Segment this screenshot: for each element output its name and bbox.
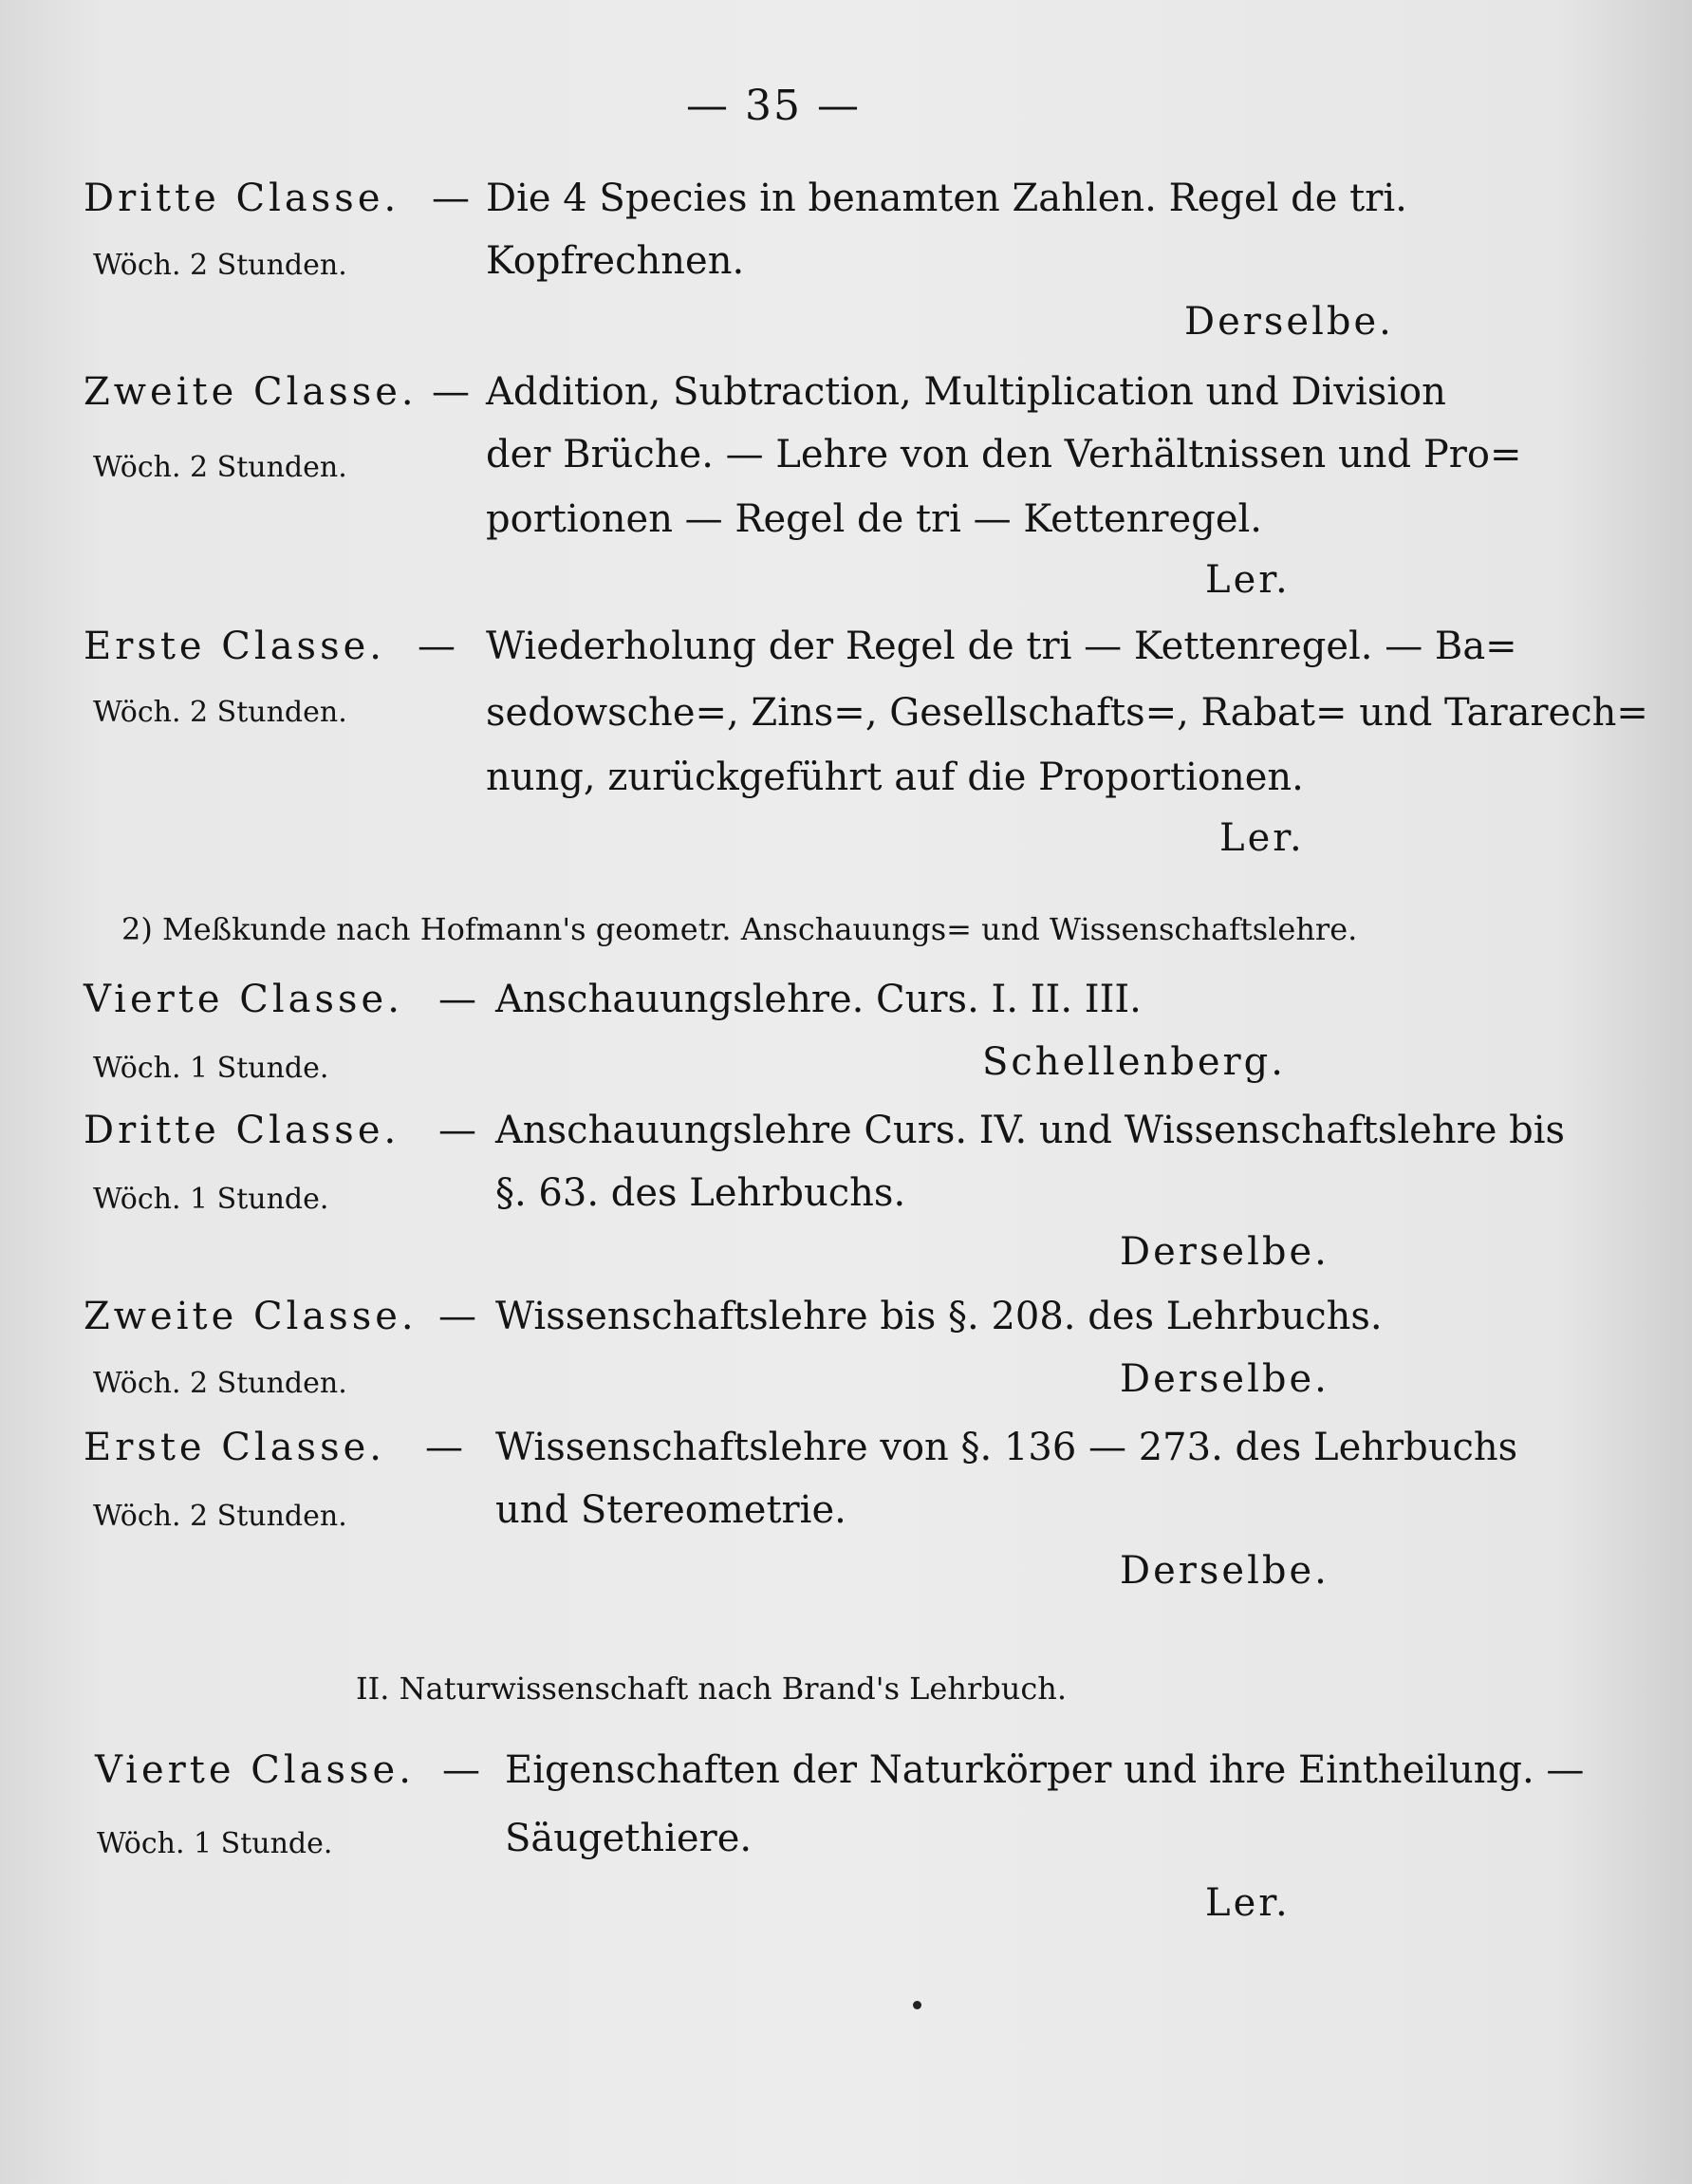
entry-erste-classe-2 [0,1426,1692,1492]
hours-label: Wöch. 2 Stunden. [93,1500,347,1533]
dash: — [438,1295,476,1338]
entry-erste-classe-1 [0,625,1692,691]
content-line: Anschauungslehre. Curs. I. II. III. [495,978,1142,1021]
teacher-name: Derselbe. [1184,300,1394,344]
content-line: sedowsche=, Zins=, Gesellschafts=, Rabat= und Tararech= [486,691,1648,735]
hours-label: Wöch. 1 Stunde. [93,1052,329,1085]
content-line: Wissenschaftslehre von §. 136 — 273. des Lehrbuchs [495,1426,1518,1469]
dash: — [442,1748,480,1792]
entry-vierte-classe-3 [0,1748,1692,1815]
dash: — [432,177,470,220]
class-name: Vierte Classe. [95,1748,415,1792]
section-heading: 2) Meßkunde nach Hofmann's geometr. Anschauungs= und Wissenschaftslehre. [121,911,1358,947]
entry-dritte-classe-1 [0,177,1692,243]
content-line: Kopfrechnen. [486,239,745,283]
dash: — [425,1426,463,1469]
teacher-name: Ler. [1219,816,1305,860]
content-line: Säugethiere. [505,1817,753,1860]
class-name: Erste Classe. [84,1426,385,1469]
class-name: Dritte Classe. [84,177,400,220]
entry-vierte-classe-2 [0,978,1692,1044]
content-line: nung, zurückgeführt auf die Proportionen. [486,756,1304,799]
dash: — [432,370,470,414]
dash: — [438,978,476,1021]
entry-zweite-classe-1 [0,370,1692,437]
content-line: Die 4 Species in benamten Zahlen. Regel de tri. [486,177,1407,220]
content-line: und Stereometrie. [495,1488,846,1532]
dash: — [418,625,456,668]
content-line: Wiederholung der Regel de tri — Kettenregel. — Ba= [486,625,1517,668]
teacher-name: Ler. [1205,558,1291,602]
entry-zweite-classe-2 [0,1295,1692,1361]
hours-label: Wöch. 1 Stunde. [97,1827,333,1860]
teacher-name: Derselbe. [1120,1549,1329,1593]
teacher-name: Schellenberg. [982,1040,1286,1084]
teacher-name: Derselbe. [1120,1230,1329,1274]
class-name: Zweite Classe. [84,1295,418,1338]
content-line: der Brüche. — Lehre von den Verhältnissen und Pro= [486,433,1522,476]
teacher-name: Derselbe. [1120,1357,1329,1401]
class-name: Vierte Classe. [84,978,403,1021]
page-number: — 35 — [686,82,861,130]
class-name: Dritte Classe. [84,1109,400,1152]
entry-dritte-classe-2 [0,1109,1692,1175]
content-line: §. 63. des Lehrbuchs. [495,1171,906,1215]
dash: — [438,1109,476,1152]
class-name: Erste Classe. [84,625,385,668]
class-name: Zweite Classe. [84,370,418,414]
content-line: Anschauungslehre Curs. IV. und Wissenschaftslehre bis [495,1109,1566,1152]
section-heading: II. Naturwissenschaft nach Brand's Lehrbuch. [356,1671,1068,1707]
hours-label: Wöch. 2 Stunden. [93,249,347,282]
content-line: Addition, Subtraction, Multiplication und Division [486,370,1446,414]
hours-label: Wöch. 1 Stunde. [93,1183,329,1216]
hours-label: Wöch. 2 Stunden. [93,451,347,484]
ink-dot [913,2001,921,2009]
hours-label: Wöch. 2 Stunden. [93,696,347,729]
content-line: portionen — Regel de tri — Kettenregel. [486,497,1263,541]
content-line: Eigenschaften der Naturkörper und ihre Eintheilung. — [505,1748,1585,1792]
content-line: Wissenschaftslehre bis §. 208. des Lehrbuchs. [495,1295,1383,1338]
teacher-name: Ler. [1205,1881,1291,1925]
hours-label: Wöch. 2 Stunden. [93,1367,347,1400]
